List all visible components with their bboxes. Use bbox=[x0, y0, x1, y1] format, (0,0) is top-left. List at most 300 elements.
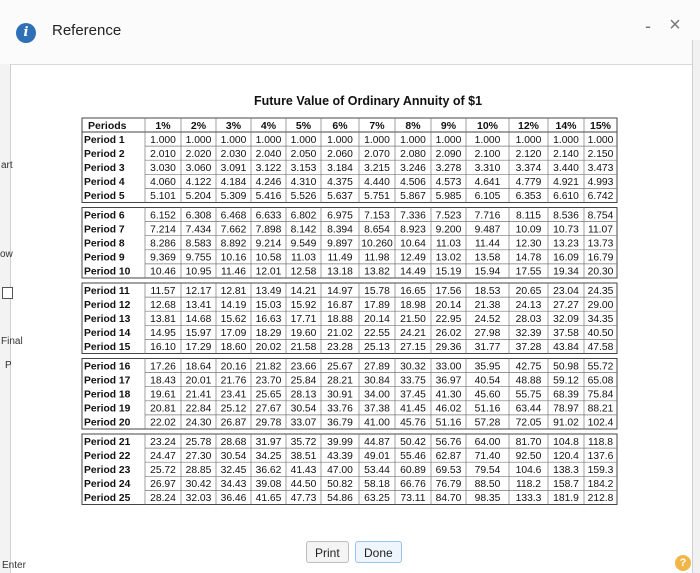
table-cell: 9.549 bbox=[290, 238, 317, 250]
table-cell: 17.71 bbox=[290, 314, 317, 325]
table-cell: 8.892 bbox=[220, 238, 247, 250]
table-cell: 55.72 bbox=[587, 361, 614, 373]
table-cell: 9.214 bbox=[255, 238, 282, 250]
table-cell: 63.25 bbox=[364, 493, 390, 505]
table-cell: 72.05 bbox=[515, 417, 542, 429]
table-cell: 47.00 bbox=[327, 465, 353, 476]
table-cell: 26.02 bbox=[435, 328, 462, 340]
table-cell: 27.30 bbox=[185, 450, 212, 462]
column-header: 2% bbox=[190, 120, 207, 132]
table-cell: 18.64 bbox=[185, 361, 212, 373]
table-cell: 62.87 bbox=[435, 450, 462, 462]
table-cell: 19.34 bbox=[553, 266, 579, 278]
table-cell: 17.26 bbox=[150, 361, 176, 373]
table-cell: 4.506 bbox=[400, 177, 426, 189]
table-cell: 21.76 bbox=[220, 375, 247, 387]
done-button[interactable]: Done bbox=[355, 541, 402, 563]
table-cell: 23.28 bbox=[327, 342, 353, 354]
table-cell: 18.53 bbox=[474, 285, 501, 297]
table-cell: 32.39 bbox=[515, 328, 542, 340]
table-cell: 25.12 bbox=[220, 403, 247, 415]
table-cell: 13.02 bbox=[435, 252, 462, 264]
table-cell: 10.260 bbox=[361, 238, 393, 250]
table-cell: 30.84 bbox=[364, 375, 390, 387]
table-cell: 59.12 bbox=[553, 375, 579, 387]
table-cell: 54.86 bbox=[327, 493, 353, 505]
table-cell: 40.50 bbox=[587, 328, 614, 340]
table-cell: 46.02 bbox=[435, 403, 462, 415]
table-cell: 4.993 bbox=[587, 177, 614, 189]
periods-header: Periods bbox=[88, 120, 127, 132]
table-cell: 28.03 bbox=[515, 314, 542, 325]
table-cell: 9.755 bbox=[185, 252, 212, 264]
table-cell: 2.050 bbox=[290, 148, 317, 160]
period-label: Period 8 bbox=[84, 238, 125, 250]
table-cell: 1.000 bbox=[290, 134, 317, 146]
table-cell: 50.42 bbox=[400, 436, 426, 448]
table-cell: 15.94 bbox=[474, 266, 501, 278]
table-cell: 3.374 bbox=[515, 163, 542, 174]
table-cell: 25.72 bbox=[150, 465, 176, 476]
table-cell: 7.662 bbox=[220, 224, 247, 236]
table-cell: 36.79 bbox=[327, 417, 353, 429]
table-cell: 40.54 bbox=[474, 375, 501, 387]
table-cell: 104.6 bbox=[515, 465, 542, 476]
table-cell: 2.150 bbox=[587, 148, 614, 160]
table-cell: 28.13 bbox=[290, 389, 317, 401]
table-cell: 24.30 bbox=[185, 417, 212, 429]
table-cell: 43.39 bbox=[327, 450, 353, 462]
table-cell: 98.35 bbox=[474, 493, 501, 505]
table-cell: 33.75 bbox=[400, 375, 426, 387]
table-cell: 41.00 bbox=[364, 417, 390, 429]
table-cell: 34.35 bbox=[587, 314, 614, 325]
table-cell: 19.60 bbox=[290, 328, 317, 340]
table-cell: 12.01 bbox=[255, 266, 282, 278]
table-cell: 24.21 bbox=[400, 328, 426, 340]
table-cell: 1.000 bbox=[364, 134, 390, 146]
table-cell: 6.353 bbox=[515, 191, 542, 203]
table-cell: 37.58 bbox=[553, 328, 579, 340]
table-cell: 39.99 bbox=[327, 436, 353, 448]
table-cell: 23.24 bbox=[150, 436, 176, 448]
table-cell: 4.122 bbox=[185, 177, 212, 189]
table-cell: 120.4 bbox=[553, 450, 579, 462]
table-cell: 13.41 bbox=[185, 299, 212, 311]
table-cell: 11.49 bbox=[327, 252, 353, 264]
table-cell: 10.58 bbox=[255, 252, 282, 264]
table-cell: 3.091 bbox=[220, 163, 247, 174]
table-cell: 5.867 bbox=[400, 191, 426, 203]
table-cell: 6.308 bbox=[185, 210, 212, 222]
table-cell: 3.153 bbox=[290, 163, 317, 174]
background-fragment-art: art bbox=[1, 160, 13, 171]
table-cell: 38.51 bbox=[290, 450, 317, 462]
table-cell: 34.25 bbox=[255, 450, 282, 462]
table-cell: 25.67 bbox=[327, 361, 353, 373]
table-cell: 91.02 bbox=[553, 417, 579, 429]
table-cell: 12.17 bbox=[185, 285, 212, 297]
table-cell: 118.8 bbox=[587, 436, 614, 448]
table-cell: 34.43 bbox=[220, 479, 247, 491]
column-header: 15% bbox=[589, 120, 612, 132]
table-cell: 60.89 bbox=[400, 465, 426, 476]
table-cell: 7.153 bbox=[364, 210, 390, 222]
table-cell: 27.89 bbox=[364, 361, 390, 373]
table-cell: 35.72 bbox=[290, 436, 317, 448]
table-cell: 5.204 bbox=[185, 191, 212, 203]
table-cell: 53.44 bbox=[364, 465, 390, 476]
table-cell: 14.21 bbox=[290, 285, 317, 297]
table-cell: 25.65 bbox=[255, 389, 282, 401]
period-label: Period 4 bbox=[84, 177, 125, 189]
table-cell: 2.060 bbox=[327, 148, 353, 160]
table-cell: 14.49 bbox=[400, 266, 426, 278]
table-cell: 2.070 bbox=[364, 148, 390, 160]
table-cell: 16.63 bbox=[255, 314, 282, 325]
period-label: Period 14 bbox=[84, 328, 131, 340]
table-cell: 25.78 bbox=[185, 436, 212, 448]
table-cell: 20.14 bbox=[435, 299, 462, 311]
table-cell: 4.779 bbox=[515, 177, 542, 189]
table-cell: 212.8 bbox=[587, 493, 614, 505]
period-label: Period 9 bbox=[84, 252, 125, 264]
period-label: Period 6 bbox=[84, 210, 125, 222]
table-cell: 23.04 bbox=[553, 285, 579, 297]
column-header: 8% bbox=[405, 120, 421, 132]
table-cell: 8.923 bbox=[400, 224, 426, 236]
table-cell: 31.97 bbox=[255, 436, 282, 448]
table-cell: 13.82 bbox=[364, 266, 390, 278]
table-cell: 17.89 bbox=[364, 299, 390, 311]
table-cell: 13.23 bbox=[553, 238, 579, 250]
table-cell: 12.68 bbox=[150, 299, 176, 311]
table-cell: 6.610 bbox=[553, 191, 579, 203]
table-cell: 11.98 bbox=[364, 252, 390, 264]
table-cell: 24.13 bbox=[515, 299, 542, 311]
table-cell: 30.91 bbox=[327, 389, 353, 401]
table-cell: 9.897 bbox=[327, 238, 353, 250]
table-cell: 20.16 bbox=[220, 361, 247, 373]
table-cell: 45.76 bbox=[400, 417, 426, 429]
table-cell: 4.641 bbox=[474, 177, 501, 189]
table-cell: 11.46 bbox=[220, 266, 247, 278]
table-cell: 79.54 bbox=[474, 465, 501, 476]
table-cell: 11.03 bbox=[290, 252, 317, 264]
table-cell: 3.310 bbox=[474, 163, 501, 174]
table-cell: 15.19 bbox=[435, 266, 462, 278]
minimize-icon[interactable]: - bbox=[645, 16, 651, 36]
table-cell: 92.50 bbox=[515, 450, 542, 462]
period-label: Period 17 bbox=[84, 375, 131, 387]
window-title: Reference bbox=[52, 22, 122, 39]
table-cell: 44.50 bbox=[290, 479, 317, 491]
column-header: 9% bbox=[440, 120, 457, 132]
table-cell: 10.16 bbox=[220, 252, 247, 264]
table-cell: 8.754 bbox=[587, 210, 614, 222]
help-icon[interactable]: ? bbox=[675, 555, 691, 571]
table-cell: 1.000 bbox=[255, 134, 282, 146]
table-cell: 1.000 bbox=[327, 134, 353, 146]
table-cell: 11.03 bbox=[435, 238, 462, 250]
table-cell: 2.030 bbox=[220, 148, 247, 160]
table-cell: 31.77 bbox=[474, 342, 501, 354]
table-cell: 78.97 bbox=[553, 403, 579, 415]
table-cell: 159.3 bbox=[587, 465, 614, 476]
table-cell: 27.98 bbox=[474, 328, 501, 340]
table-cell: 17.09 bbox=[220, 328, 247, 340]
background-fragment-p: P bbox=[5, 360, 12, 371]
table-cell: 6.742 bbox=[587, 191, 614, 203]
table-cell: 56.76 bbox=[435, 436, 462, 448]
table-cell: 18.29 bbox=[255, 328, 282, 340]
table-cell: 47.73 bbox=[290, 493, 317, 505]
table-cell: 8.654 bbox=[364, 224, 390, 236]
table-cell: 3.473 bbox=[587, 163, 614, 174]
table-cell: 37.38 bbox=[364, 403, 390, 415]
column-header: 10% bbox=[476, 120, 499, 132]
table-cell: 5.751 bbox=[364, 191, 390, 203]
table-cell: 13.18 bbox=[327, 266, 353, 278]
table-cell: 21.38 bbox=[474, 299, 501, 311]
table-cell: 16.87 bbox=[327, 299, 353, 311]
table-cell: 69.53 bbox=[435, 465, 462, 476]
table-cell: 10.64 bbox=[400, 238, 426, 250]
table-cell: 24.47 bbox=[150, 450, 176, 462]
table-cell: 15.62 bbox=[220, 314, 247, 325]
table-cell: 27.15 bbox=[400, 342, 426, 354]
table-cell: 5.416 bbox=[255, 191, 282, 203]
table-cell: 22.84 bbox=[185, 403, 212, 415]
table-cell: 4.246 bbox=[255, 177, 282, 189]
table-cell: 41.43 bbox=[290, 465, 317, 476]
table-cell: 50.82 bbox=[327, 479, 353, 491]
table-cell: 30.54 bbox=[290, 403, 317, 415]
table-cell: 55.75 bbox=[515, 389, 542, 401]
table-cell: 33.76 bbox=[327, 403, 353, 415]
info-icon: i bbox=[16, 23, 36, 43]
table-cell: 20.65 bbox=[515, 285, 542, 297]
table-cell: 50.98 bbox=[553, 361, 579, 373]
table-cell: 1.000 bbox=[435, 134, 462, 146]
table-cell: 1.000 bbox=[150, 134, 176, 146]
table-cell: 36.46 bbox=[220, 493, 247, 505]
table-cell: 20.81 bbox=[150, 403, 176, 415]
table-cell: 15.92 bbox=[290, 299, 317, 311]
table-cell: 25.84 bbox=[290, 375, 317, 387]
table-cell: 12.81 bbox=[220, 285, 247, 297]
table-cell: 4.060 bbox=[150, 177, 176, 189]
table-cell: 4.440 bbox=[364, 177, 390, 189]
table-cell: 18.88 bbox=[327, 314, 353, 325]
table-cell: 33.00 bbox=[435, 361, 462, 373]
period-label: Period 13 bbox=[84, 314, 131, 325]
period-label: Period 5 bbox=[84, 191, 125, 203]
table-cell: 76.79 bbox=[435, 479, 462, 491]
table-cell: 6.802 bbox=[290, 210, 317, 222]
table-cell: 34.00 bbox=[364, 389, 390, 401]
table-cell: 138.3 bbox=[553, 465, 579, 476]
table-cell: 15.97 bbox=[185, 328, 212, 340]
table-cell: 63.44 bbox=[515, 403, 542, 415]
table-cell: 16.10 bbox=[150, 342, 176, 354]
period-label: Period 1 bbox=[84, 134, 125, 146]
table-cell: 17.29 bbox=[185, 342, 212, 354]
table-cell: 17.56 bbox=[435, 285, 462, 297]
table-cell: 14.19 bbox=[220, 299, 247, 311]
table-title: Future Value of Ordinary Annuity of $1 bbox=[254, 94, 483, 108]
column-header: 12% bbox=[517, 120, 540, 132]
table-cell: 13.81 bbox=[150, 314, 176, 325]
table-cell: 8.536 bbox=[553, 210, 579, 222]
table-cell: 47.58 bbox=[587, 342, 614, 354]
table-cell: 28.68 bbox=[220, 436, 247, 448]
table-cell: 4.573 bbox=[435, 177, 462, 189]
table-cell: 5.526 bbox=[290, 191, 317, 203]
table-cell: 14.97 bbox=[327, 285, 353, 297]
table-cell: 14.95 bbox=[150, 328, 176, 340]
table-cell: 7.214 bbox=[150, 224, 176, 236]
table-cell: 2.090 bbox=[435, 148, 462, 160]
table-cell: 20.01 bbox=[185, 375, 212, 387]
table-cell: 23.66 bbox=[290, 361, 317, 373]
table-cell: 7.434 bbox=[185, 224, 212, 236]
table-cell: 64.00 bbox=[474, 436, 501, 448]
table-cell: 3.215 bbox=[364, 163, 390, 174]
background-fragment-ow: ow bbox=[0, 249, 13, 260]
period-label: Period 25 bbox=[84, 493, 131, 505]
table-cell: 51.16 bbox=[474, 403, 501, 415]
table-cell: 3.440 bbox=[553, 163, 579, 174]
table-cell: 8.286 bbox=[150, 238, 176, 250]
table-cell: 21.50 bbox=[400, 314, 426, 325]
period-label: Period 20 bbox=[84, 417, 131, 429]
table-cell: 48.88 bbox=[515, 375, 542, 387]
table-cell: 2.020 bbox=[185, 148, 212, 160]
table-cell: 35.95 bbox=[474, 361, 501, 373]
column-header: 5% bbox=[295, 120, 312, 132]
table-cell: 1.000 bbox=[587, 134, 614, 146]
table-cell: 5.309 bbox=[220, 191, 247, 203]
table-cell: 133.3 bbox=[515, 493, 542, 505]
period-label: Period 23 bbox=[84, 465, 131, 476]
column-header: 4% bbox=[260, 120, 277, 132]
table-cell: 3.060 bbox=[185, 163, 212, 174]
table-cell: 29.36 bbox=[435, 342, 462, 354]
table-cell: 4.310 bbox=[290, 177, 317, 189]
table-cell: 10.46 bbox=[150, 266, 176, 278]
table-cell: 2.040 bbox=[255, 148, 282, 160]
table-cell: 16.79 bbox=[587, 252, 614, 264]
table-cell: 1.000 bbox=[515, 134, 542, 146]
table-cell: 73.11 bbox=[400, 493, 426, 505]
table-cell: 51.16 bbox=[435, 417, 462, 429]
period-label: Period 16 bbox=[84, 361, 131, 373]
table-cell: 2.140 bbox=[553, 148, 579, 160]
table-cell: 12.30 bbox=[515, 238, 542, 250]
table-cell: 8.394 bbox=[327, 224, 353, 236]
table-cell: 16.09 bbox=[553, 252, 579, 264]
table-cell: 30.42 bbox=[185, 479, 212, 491]
table-cell: 19.61 bbox=[150, 389, 176, 401]
table-cell: 3.122 bbox=[255, 163, 282, 174]
table-cell: 71.40 bbox=[474, 450, 501, 462]
period-label: Period 21 bbox=[84, 436, 131, 448]
table-cell: 9.487 bbox=[474, 224, 501, 236]
column-header: 1% bbox=[155, 120, 171, 132]
table-cell: 20.02 bbox=[255, 342, 282, 354]
period-label: Period 12 bbox=[84, 299, 131, 311]
table-cell: 84.70 bbox=[435, 493, 462, 505]
table-cell: 42.75 bbox=[515, 361, 542, 373]
table-cell: 13.49 bbox=[255, 285, 282, 297]
table-cell: 5.101 bbox=[150, 191, 176, 203]
table-cell: 25.13 bbox=[364, 342, 390, 354]
table-cell: 28.85 bbox=[185, 465, 212, 476]
table-cell: 7.336 bbox=[400, 210, 426, 222]
table-cell: 3.246 bbox=[400, 163, 426, 174]
period-label: Period 2 bbox=[84, 148, 125, 160]
table-cell: 8.142 bbox=[290, 224, 317, 236]
table-cell: 21.82 bbox=[255, 361, 282, 373]
table-cell: 20.14 bbox=[364, 314, 390, 325]
table-cell: 12.58 bbox=[290, 266, 317, 278]
table-cell: 17.55 bbox=[515, 266, 542, 278]
table-cell: 20.30 bbox=[587, 266, 614, 278]
table-cell: 1.000 bbox=[400, 134, 426, 146]
table-cell: 4.375 bbox=[327, 177, 353, 189]
table-cell: 30.32 bbox=[400, 361, 426, 373]
table-cell: 2.010 bbox=[150, 148, 176, 160]
table-cell: 18.98 bbox=[400, 299, 426, 311]
column-header: 7% bbox=[369, 120, 385, 132]
period-label: Period 24 bbox=[84, 479, 131, 491]
table-cell: 14.68 bbox=[185, 314, 212, 325]
table-cell: 1.000 bbox=[474, 134, 501, 146]
table-cell: 49.01 bbox=[364, 450, 390, 462]
table-cell: 22.02 bbox=[150, 417, 176, 429]
table-cell: 75.84 bbox=[587, 389, 614, 401]
column-header: 6% bbox=[332, 120, 348, 132]
table-cell: 81.70 bbox=[515, 436, 542, 448]
table-cell: 66.76 bbox=[400, 479, 426, 491]
table-cell: 2.100 bbox=[474, 148, 501, 160]
table-cell: 57.28 bbox=[474, 417, 501, 429]
table-cell: 2.080 bbox=[400, 148, 426, 160]
table-cell: 9.200 bbox=[435, 224, 462, 236]
table-cell: 30.54 bbox=[220, 450, 247, 462]
period-label: Period 7 bbox=[84, 224, 125, 236]
table-cell: 27.67 bbox=[255, 403, 282, 415]
table-cell: 14.78 bbox=[515, 252, 542, 264]
table-cell: 36.97 bbox=[435, 375, 462, 387]
table-cell: 32.45 bbox=[220, 465, 247, 476]
background-fragment-enter: Enter bbox=[2, 560, 26, 571]
table-cell: 37.45 bbox=[400, 389, 426, 401]
table-cell: 15.78 bbox=[364, 285, 390, 297]
table-cell: 6.975 bbox=[327, 210, 353, 222]
print-button[interactable]: Print bbox=[306, 541, 349, 563]
table-cell: 33.07 bbox=[290, 417, 317, 429]
close-icon[interactable]: × bbox=[669, 14, 681, 36]
table-cell: 8.115 bbox=[515, 210, 542, 222]
table-cell: 10.95 bbox=[185, 266, 212, 278]
table-cell: 26.97 bbox=[150, 479, 176, 491]
table-cell: 5.637 bbox=[327, 191, 353, 203]
table-cell: 3.278 bbox=[435, 163, 462, 174]
table-cell: 24.52 bbox=[474, 314, 501, 325]
column-header: 3% bbox=[225, 120, 242, 132]
